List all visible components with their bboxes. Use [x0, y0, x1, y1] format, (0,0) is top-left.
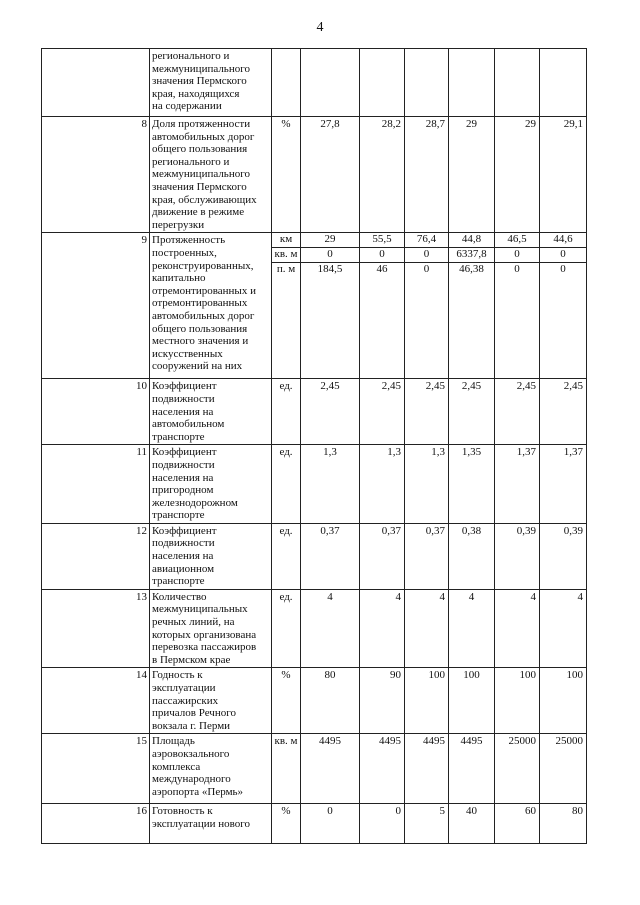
- value-cell: [360, 49, 405, 117]
- unit-cell: кв. м: [272, 734, 301, 804]
- value-cell: 40: [449, 804, 495, 844]
- row-number: 13: [42, 589, 150, 668]
- value-cell: 0: [301, 804, 360, 844]
- value-cell: 0,37: [301, 523, 360, 589]
- value-cell: 25000: [540, 734, 587, 804]
- value-cell: 80: [301, 668, 360, 734]
- value-cell: [540, 233, 587, 379]
- value-cell: 1,3: [301, 445, 360, 524]
- indicators-table: [41, 48, 587, 844]
- value-cell: 4495: [360, 734, 405, 804]
- table-row: [42, 445, 587, 524]
- value-cell: 100: [449, 668, 495, 734]
- value-cell: 27,8: [301, 117, 360, 233]
- value: 46,38: [459, 262, 484, 275]
- value: 6337,8: [449, 248, 494, 263]
- value: 0: [514, 262, 520, 275]
- indicator-name: Готовность к эксплуатации нового: [150, 804, 272, 844]
- indicator-name: Годность к эксплуатации пассажирских причалов Речного вокзала г. Перми: [150, 668, 272, 734]
- row-number: 9: [42, 233, 150, 379]
- value-cell: 4: [405, 589, 449, 668]
- value-cell: 2,45: [360, 379, 405, 445]
- value-cell: 2,45: [301, 379, 360, 445]
- value-cell: [301, 49, 360, 117]
- value-cell: 0,37: [405, 523, 449, 589]
- value: 0: [540, 248, 586, 263]
- unit-cell: ед.: [272, 445, 301, 524]
- value: 76,4: [405, 233, 448, 248]
- value-cell: 100: [540, 668, 587, 734]
- page-number: 4: [316, 20, 324, 35]
- value: 29: [301, 233, 359, 248]
- value-cell: 80: [540, 804, 587, 844]
- value-cell: [449, 49, 495, 117]
- unit-label: кв. м: [272, 248, 300, 263]
- indicator-name: Протяженность построенных, реконструированных, капитально отремонтированных и отремонтированных автомобильных дорог общего пользования местного значения и искусственных сооружений на них: [150, 233, 272, 379]
- table-row: [42, 589, 587, 668]
- value-cell: [495, 49, 540, 117]
- indicator-name: Коэффициент подвижности населения на автомобильном транспорте: [150, 379, 272, 445]
- indicator-name: регионального и межмуниципального значения Пермского края, находящихся на содержании: [150, 49, 272, 117]
- table-row: [42, 734, 587, 804]
- table-row: [42, 523, 587, 589]
- value-cell: 60: [495, 804, 540, 844]
- unit-label: п. м: [276, 262, 296, 275]
- value-cell: 2,45: [540, 379, 587, 445]
- unit-cell: [272, 49, 301, 117]
- unit-cell: %: [272, 117, 301, 233]
- unit-cell: ед.: [272, 589, 301, 668]
- unit-cell: [272, 233, 301, 379]
- indicator-name: Площадь аэровокзального комплекса международного аэропорта «Пермь»: [150, 734, 272, 804]
- indicator-name: Коэффициент подвижности населения на авиационном транспорте: [150, 523, 272, 589]
- row-number: 12: [42, 523, 150, 589]
- value-cell: 4: [301, 589, 360, 668]
- value: 46: [376, 262, 388, 275]
- value: 46,5: [495, 233, 539, 248]
- value: 44,8: [449, 233, 494, 248]
- value-cell: [495, 233, 540, 379]
- row-number: 15: [42, 734, 150, 804]
- value: 0: [301, 248, 359, 263]
- value-cell: 29,1: [540, 117, 587, 233]
- unit-cell: %: [272, 804, 301, 844]
- unit-label: км: [272, 233, 300, 248]
- value-cell: 4495: [449, 734, 495, 804]
- value-cell: 29: [495, 117, 540, 233]
- row-number: 8: [42, 117, 150, 233]
- table-row: [42, 117, 587, 233]
- value-cell: 25000: [495, 734, 540, 804]
- value-cell: 2,45: [449, 379, 495, 445]
- value-cell: 0,39: [540, 523, 587, 589]
- indicator-name: Доля протяженности автомобильных дорог общего пользования регионального и межмуниципального значения Пермского края, обслуживающих движение в режиме перегрузки: [150, 117, 272, 233]
- row-number: 11: [42, 445, 150, 524]
- value: 0: [495, 248, 539, 263]
- value-cell: 4: [360, 589, 405, 668]
- value-cell: 0: [360, 804, 405, 844]
- unit-cell: ед.: [272, 523, 301, 589]
- value-cell: [360, 233, 405, 379]
- value-cell: 1,3: [360, 445, 405, 524]
- value-cell: 5: [405, 804, 449, 844]
- value-cell: 100: [405, 668, 449, 734]
- table-row: [42, 49, 587, 117]
- value-cell: 4: [495, 589, 540, 668]
- value-cell: 29: [449, 117, 495, 233]
- unit-cell: ед.: [272, 379, 301, 445]
- value-cell: 4: [449, 589, 495, 668]
- indicator-name: Коэффициент подвижности населения на пригородном железнодорожном транспорте: [150, 445, 272, 524]
- value-cell: 1,37: [495, 445, 540, 524]
- value-cell: 28,7: [405, 117, 449, 233]
- value: 0: [360, 248, 404, 263]
- value-cell: [405, 49, 449, 117]
- value-cell: [449, 233, 495, 379]
- value-cell: 28,2: [360, 117, 405, 233]
- unit-cell: %: [272, 668, 301, 734]
- value: 184,5: [317, 262, 343, 275]
- indicator-name: Количество межмуниципальных речных линий, на которых организована перевозка пассажиров в Пермском крае: [150, 589, 272, 668]
- value: 44,6: [540, 233, 586, 248]
- value-cell: 90: [360, 668, 405, 734]
- value: 55,5: [360, 233, 404, 248]
- table-row: [42, 804, 587, 844]
- value-cell: 2,45: [495, 379, 540, 445]
- value-cell: 4: [540, 589, 587, 668]
- value-cell: 0,37: [360, 523, 405, 589]
- value-cell: 1,37: [540, 445, 587, 524]
- row-number: [42, 49, 150, 117]
- value-cell: 1,35: [449, 445, 495, 524]
- value-cell: [301, 233, 360, 379]
- value-cell: 0,39: [495, 523, 540, 589]
- value-cell: [405, 233, 449, 379]
- value-cell: 4495: [405, 734, 449, 804]
- row-number: 16: [42, 804, 150, 844]
- value-cell: 2,45: [405, 379, 449, 445]
- value-cell: 100: [495, 668, 540, 734]
- table-row: [42, 233, 587, 379]
- value-cell: 4495: [301, 734, 360, 804]
- value-cell: [540, 49, 587, 117]
- value: 0: [560, 262, 566, 275]
- value-cell: 0,38: [449, 523, 495, 589]
- row-number: 14: [42, 668, 150, 734]
- value: 0: [423, 262, 430, 275]
- row-number: 10: [42, 379, 150, 445]
- value: 0: [405, 248, 448, 263]
- value-cell: 1,3: [405, 445, 449, 524]
- table-row: [42, 668, 587, 734]
- table-row: [42, 379, 587, 445]
